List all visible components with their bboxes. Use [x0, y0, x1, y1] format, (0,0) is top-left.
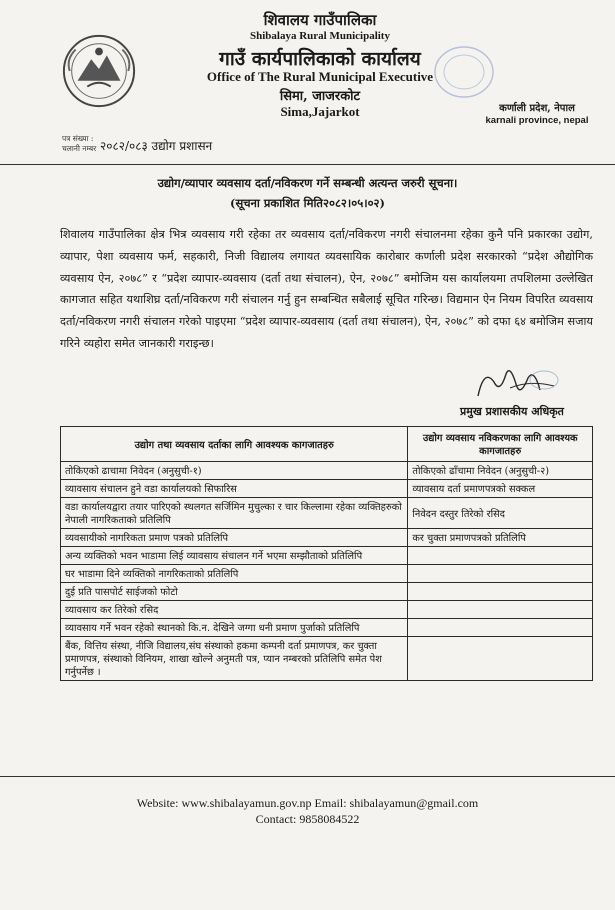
table-row	[61, 601, 593, 619]
faint-stamp-icon	[432, 44, 496, 100]
municipality-name-np: शिवालय गाउँपालिका	[263, 11, 377, 29]
renewal-cell	[408, 619, 593, 637]
office-name-np: गाउँ कार्यपालिकाको कार्यालय	[219, 48, 421, 70]
registration-cell: व्यावसाय संचालन हुने वडा कार्यालयको सिफारिस	[61, 480, 408, 498]
address-en: Sima,Jajarkot	[280, 104, 360, 119]
renewal-cell	[408, 565, 593, 583]
registration-cell: वडा कार्यालयद्वारा तयार पारिएको स्थलगत सर्जिमिन मुचुल्का र चार किल्लामा रहेका व्यक्तिहरुको नेपाली नागरिकताको प्रतिलिपि	[61, 498, 408, 529]
municipality-name-en: Shibalaya Rural Municipality	[250, 30, 390, 42]
renewal-cell	[408, 601, 593, 619]
ref-label-1: पत्र संख्या :	[62, 134, 94, 143]
office-name-en: Office of The Rural Municipal Executive	[206, 69, 434, 84]
table-row	[61, 565, 593, 583]
province-block	[467, 100, 607, 126]
registration-cell: व्यावसाय गर्ने भवन रहेको स्थानको कि.न. देखिने जग्गा धनी प्रमाण पुर्जाको प्रतिलिपि	[61, 619, 408, 637]
renewal-cell	[408, 637, 593, 681]
table-row	[61, 462, 593, 480]
header-divider	[0, 164, 615, 165]
renewal-cell: कर चुक्ता प्रमाणपत्रको प्रतिलिपि	[408, 529, 593, 547]
table-row	[61, 498, 593, 529]
nepal-emblem-icon	[60, 32, 138, 110]
header-renewal: उद्योग व्यवसाय नविकरणका लागि आवश्यक कागजातहरु	[408, 427, 593, 462]
registration-cell: दुई प्रति पासपोर्ट साईजको फोटो	[61, 583, 408, 601]
table-row	[61, 480, 593, 498]
signatory-title: प्रमुख प्रशासकीय अधिकृत	[460, 405, 564, 418]
notice-title: उद्योग/व्यापार व्यवसाय दर्ता/नविकरण गर्ने सम्बन्धी अत्यन्त जरुरी सूचना।	[157, 176, 458, 190]
footer-divider	[0, 776, 615, 777]
table-row	[61, 619, 593, 637]
reference-labels	[62, 134, 96, 154]
address-np: सिमा, जाजरकोट	[279, 89, 361, 104]
registration-cell: व्यावसाय कर तिरेको रसिद	[61, 601, 408, 619]
registration-cell: तोकिएको ढाचामा निवेदन (अनुसुची-१)	[61, 462, 408, 480]
registration-cell: बैंक, वित्तिय संस्था, नीजि विद्यालय,संघ संस्थाको हकमा कम्पनी दर्ता प्रमाणपत्र, कर चुक्ता प्रमाणपत्र, संस्थाको विनियम, शाखा खोल्ने अनुमती पत्र, प्यान नम्बरको प्रतिलिपि समेत पेश गर्नुपर्नेछ ।	[61, 637, 408, 681]
notice-subtitle: (सूचना प्रकाशित मिति२०८२।०५।०२)	[230, 196, 385, 210]
table-row	[61, 547, 593, 565]
province-np: कर्णाली प्रदेश, नेपाल	[499, 103, 575, 114]
documents-table	[60, 426, 593, 681]
registration-cell: घर भाडामा दिने व्यक्तिको नागरिकताको प्रतिलिपि	[61, 565, 408, 583]
ref-label-2: चलानी नम्बर	[62, 144, 97, 153]
table-row	[61, 529, 593, 547]
renewal-cell	[408, 583, 593, 601]
signature-icon	[470, 360, 560, 408]
province-en: karnali province, nepal	[485, 115, 589, 126]
table-row	[61, 583, 593, 601]
footer-contact: Contact: 9858084522	[255, 812, 360, 826]
table-header-row	[61, 427, 593, 462]
table-row	[61, 637, 593, 681]
renewal-cell: निवेदन दस्तुर तिरेको रसिद	[408, 498, 593, 529]
registration-cell: अन्य व्यक्तिको भवन भाडामा लिई व्यावसाय संचालन गर्ने भएमा सम्झौताको प्रतिलिपि	[61, 547, 408, 565]
footer-website-email: Website: www.shibalayamun.gov.np Email: shibalayamun@gmail.com	[136, 796, 479, 810]
renewal-cell	[408, 547, 593, 565]
renewal-cell: व्यावसाय दर्ता प्रमाणपत्रको सक्कल	[408, 480, 593, 498]
header-registration: उद्योग तथा व्यवसाय दर्ताका लागि आवश्यक कागजातहरु	[61, 427, 408, 462]
reference-number: २०८२/०८३ उद्योग प्रशासन	[100, 139, 213, 153]
registration-cell: व्यवसायीको नागरिकता प्रमाण पत्रको प्रतिलिपि	[61, 529, 408, 547]
notice-body: शिवालय गाउँपालिका क्षेत्र भित्र व्यवसाय गरी रहेका तर व्यवसाय दर्ता/नविकरण नगरी संचालनमा रहेका कुनै पनि प्रकारका उद्योग, व्यापार, पेशा व्यवसाय फर्म, सहकारी, निजी विद्यालय लगायत व्यवसायिक कारोबार कर्णाली प्रदेश सरकारको “प्रदेश औद्योगिक व्यवसाय ऐन, २०७८” र “प्रदेश व्यापार-व्यवसाय (दर्ता तथा संचालन), ऐन, २०७८” बमोजिम यस कार्यालयमा तपशिलमा उल्लेखित कागजात सहित यथाशिघ्र दर्ता/नविकरण गरी संचालन गर्नु हुन सम्बन्धित सबैलाई सूचित गरिन्छ। विद्यमान ऐन नियम विपरित व्यवसाय दर्ता/नविकरण नगरी संचालन गरेको पाइएमा “प्रदेश व्यापार-व्यवसाय (दर्ता तथा संचालन), ऐन, २०७८” को दफा ६४ बमोजिम सजाय गरिने व्यहोरा समेत जानकारी गराइन्छ।	[60, 228, 593, 350]
renewal-cell: तोकिएको ढाँचामा निवेदन (अनुसुची-२)	[408, 462, 593, 480]
